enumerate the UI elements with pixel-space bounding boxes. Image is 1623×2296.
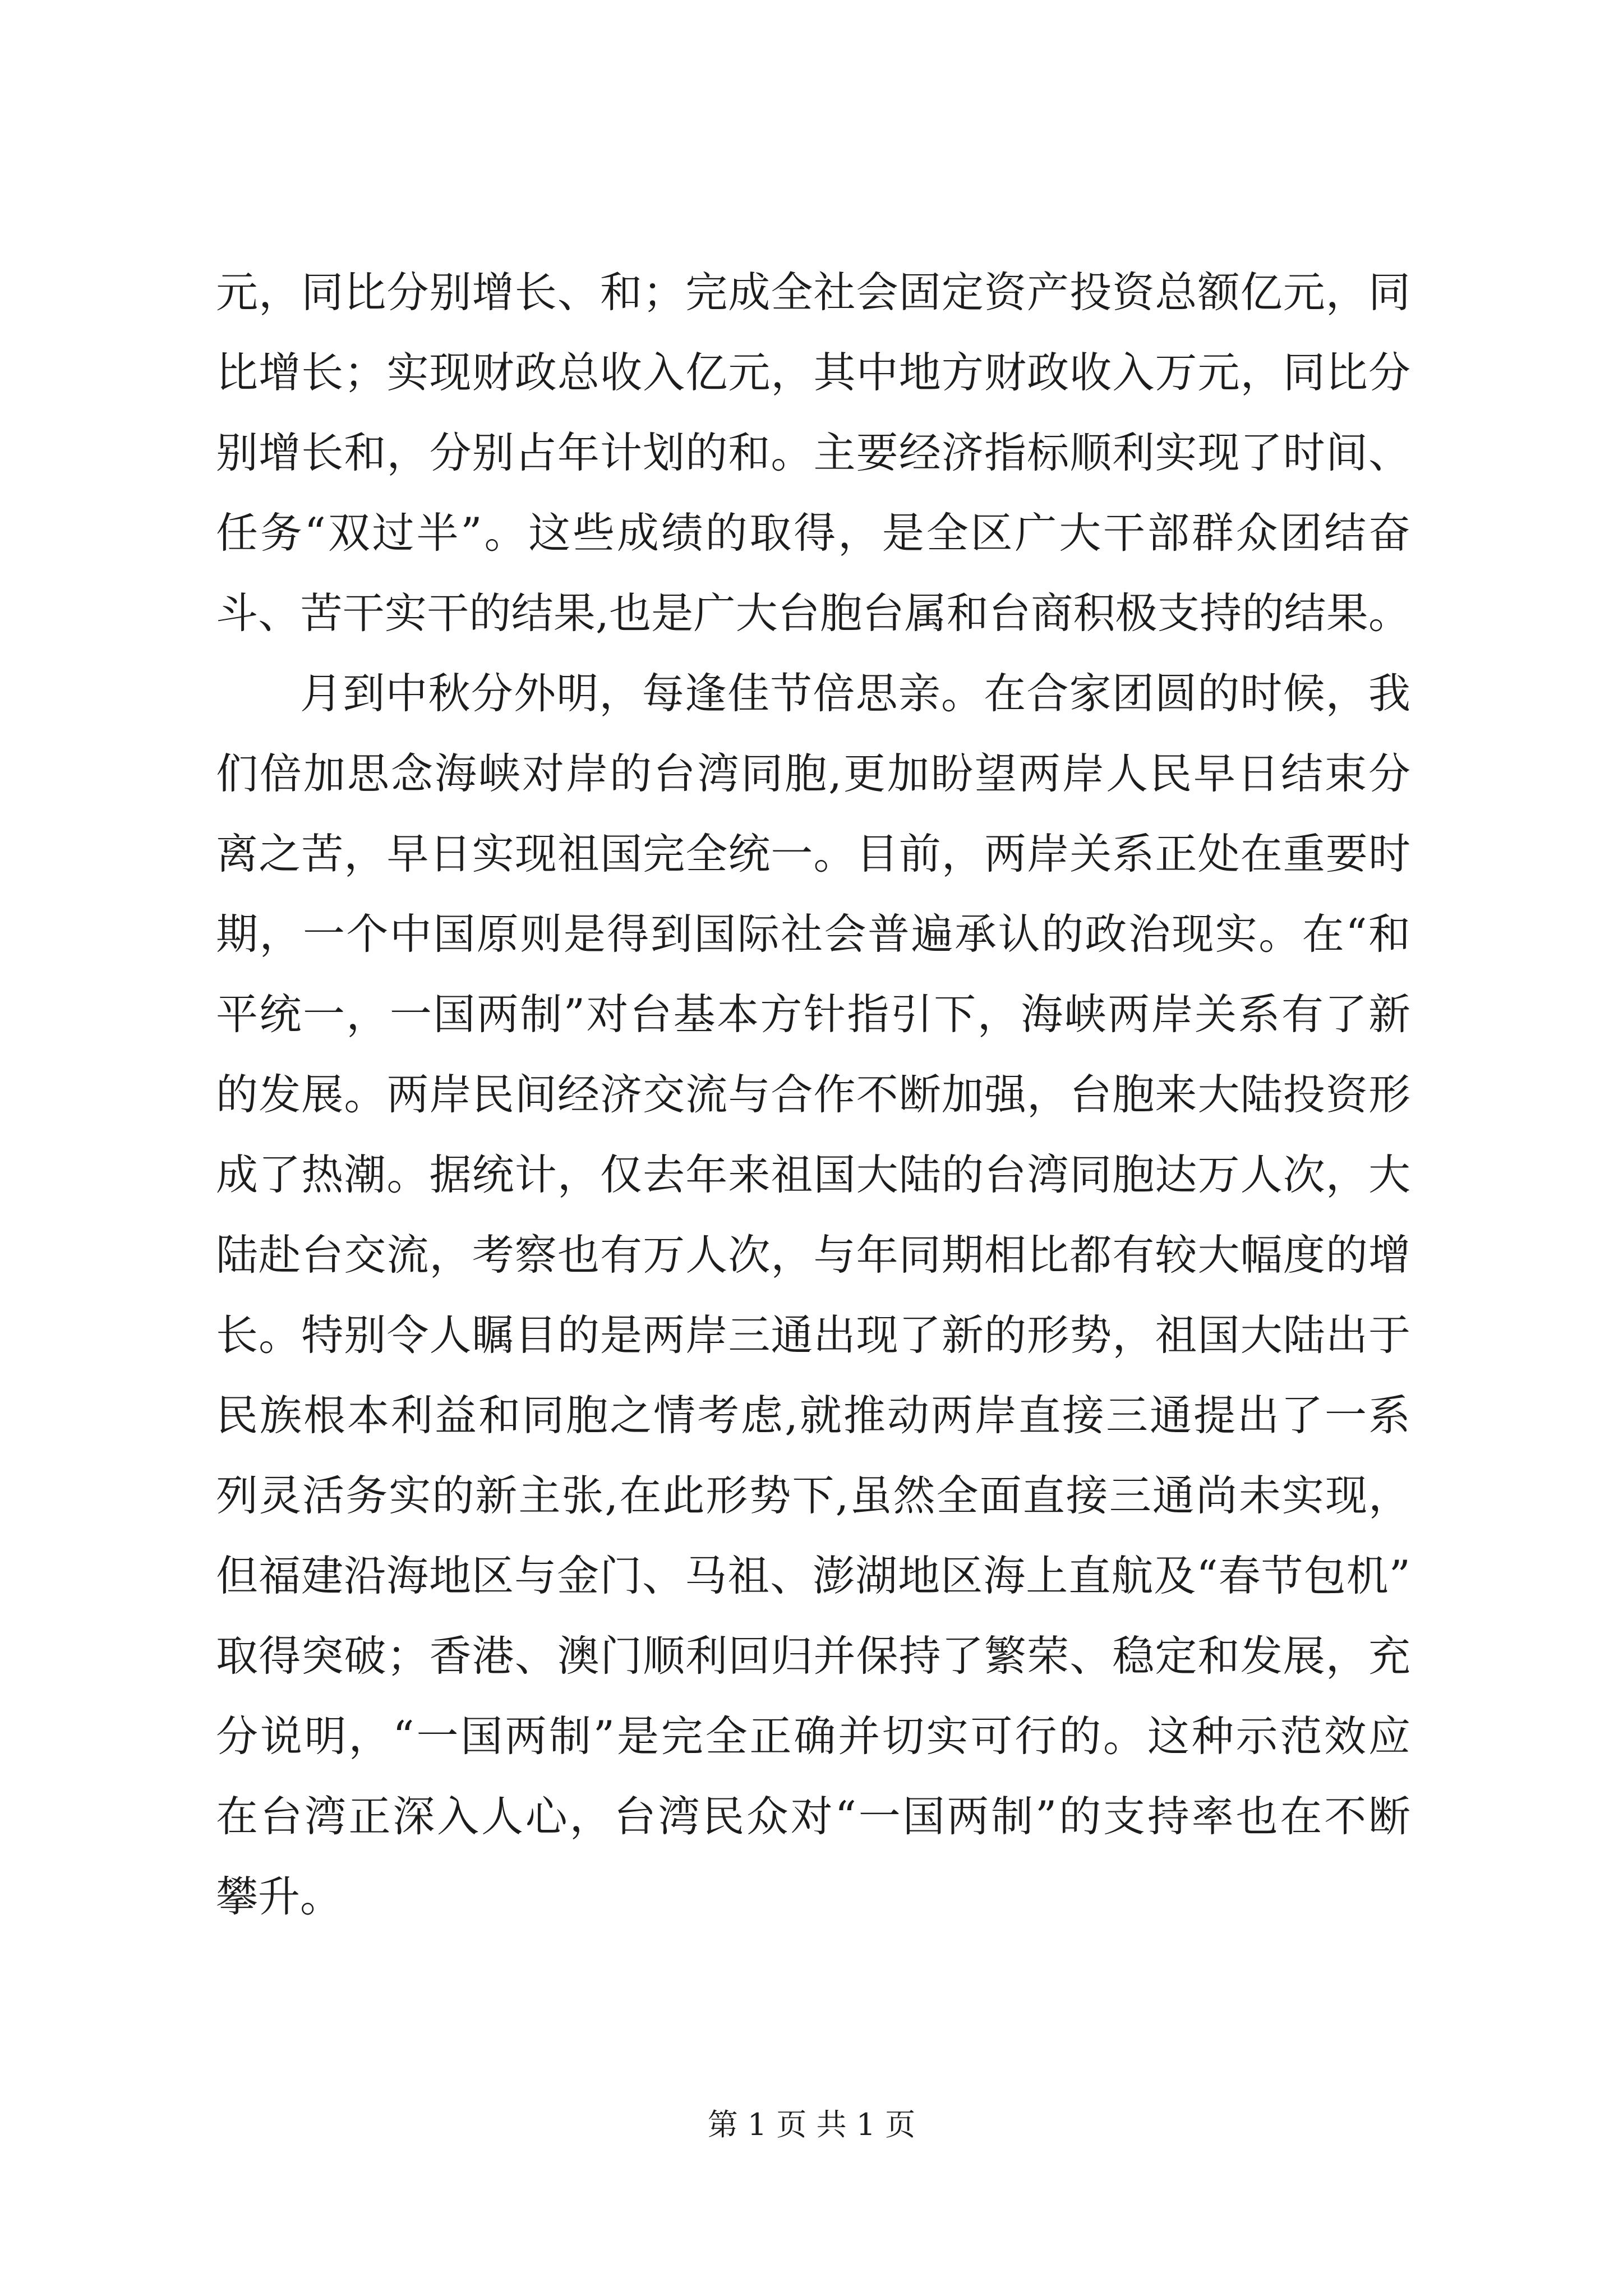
text-line: 比增长；实现财政总收入亿元，其中地方财政收入万元，同比分 <box>216 348 1410 397</box>
document-body <box>216 252 1410 1937</box>
text-line: 斗、苦干实干的结果,也是广大台胞台属和台商积极支持的结果。 <box>216 588 1410 638</box>
text-line: 列灵活务实的新主张,在此形势下,虽然全面直接三通尚未实现， <box>216 1471 1410 1520</box>
text-line: 民族根本利益和同胞之情考虑,就推动两岸直接三通提出了一系 <box>216 1391 1410 1440</box>
text-line: 任务“双过半”。这些成绩的取得，是全区广大干部群众团结奋 <box>216 508 1410 558</box>
text-line: 的发展。两岸民间经济交流与合作不断加强，台胞来大陆投资形 <box>216 1070 1410 1119</box>
text-line: 别增长和，分别占年计划的和。主要经济指标顺利实现了时间、 <box>216 428 1410 477</box>
page-footer <box>0 2101 1623 2144</box>
text-line: 在台湾正深入人心，台湾民众对“一国两制”的支持率也在不断 <box>216 1792 1410 1841</box>
text-line: 成了热潮。据统计，仅去年来祖国大陆的台湾同胞达万人次，大 <box>216 1150 1410 1199</box>
text-line: 长。特别令人瞩目的是两岸三通出现了新的形势，祖国大陆出于 <box>216 1310 1410 1360</box>
text-line: 取得突破；香港、澳门顺利回归并保持了繁荣、稳定和发展，充 <box>216 1631 1410 1681</box>
text-line: 攀升。 <box>216 1872 343 1921</box>
paragraph-1 <box>216 252 1410 654</box>
text-line: 月到中秋分外明，每逢佳节倍思亲。在合家团圆的时候，我 <box>300 669 1410 718</box>
text-line: 们倍加思念海峡对岸的台湾同胞,更加盼望两岸人民早日结束分 <box>216 749 1410 798</box>
text-line: 期，一个中国原则是得到国际社会普遍承认的政治现实。在“和 <box>216 909 1410 959</box>
text-line: 分说明，“一国两制”是完全正确并切实可行的。这种示范效应 <box>216 1711 1410 1761</box>
page-number-label: 第 1 页 共 1 页 <box>707 2107 916 2142</box>
text-line: 但福建沿海地区与金门、马祖、澎湖地区海上直航及“春节包机” <box>216 1551 1410 1600</box>
paragraph-2 <box>216 654 1410 1937</box>
text-line: 陆赴台交流，考察也有万人次，与年同期相比都有较大幅度的增 <box>216 1230 1410 1280</box>
text-line: 离之苦，早日实现祖国完全统一。目前，两岸关系正处在重要时 <box>216 829 1410 878</box>
text-line: 元，同比分别增长、和；完成全社会固定资产投资总额亿元，同 <box>216 268 1410 317</box>
text-line: 平统一，一国两制”对台基本方针指引下，海峡两岸关系有了新 <box>216 990 1410 1039</box>
